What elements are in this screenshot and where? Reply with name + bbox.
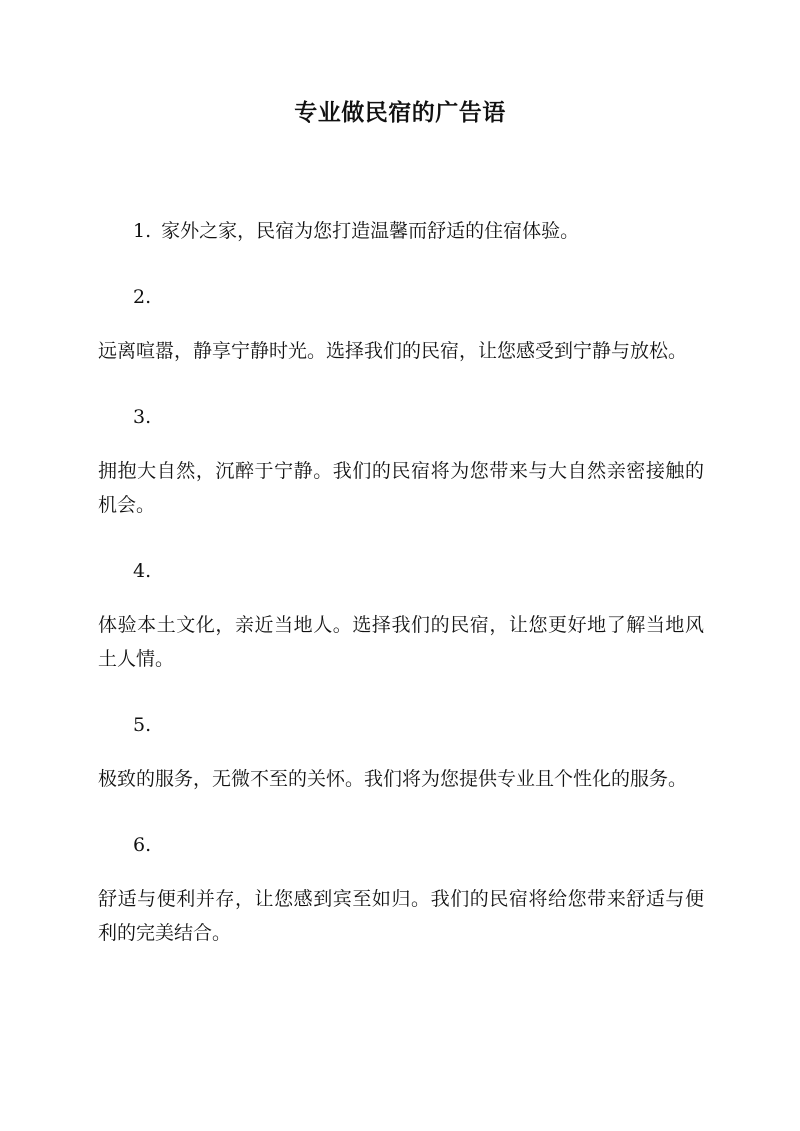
item-text: 舒适与便利并存，让您感到宾至如归。我们的民宿将给您带来舒适与便利的完美结合。 (98, 888, 704, 944)
list-item (98, 554, 704, 676)
list-item (98, 400, 704, 522)
item-text: 体验本土文化，亲近当地人。选择我们的民宿，让您更好地了解当地风土人情。 (98, 614, 704, 670)
item-text: 拥抱大自然，沉醉于宁静。我们的民宿将为您带来与大自然亲密接触的机会。 (98, 460, 704, 516)
list-item (98, 280, 704, 368)
item-number: 3. (133, 406, 152, 428)
item-number: 6. (133, 834, 152, 856)
item-number: 4. (133, 560, 152, 582)
item-text: 家外之家，民宿为您打造温馨而舒适的住宿体验。 (161, 220, 580, 242)
page-title: 专业做民宿的广告语 (294, 99, 506, 126)
item-number: 5. (133, 714, 152, 736)
item-text: 极致的服务，无微不至的关怀。我们将为您提供专业且个性化的服务。 (98, 768, 688, 790)
item-text: 远离喧嚣，静享宁静时光。选择我们的民宿，让您感受到宁静与放松。 (98, 340, 688, 362)
list-item (98, 708, 704, 796)
item-number: 1. (133, 220, 152, 242)
list-item (98, 214, 704, 248)
slogan-list (98, 214, 704, 982)
item-number: 2. (133, 286, 152, 308)
list-item (98, 828, 704, 950)
